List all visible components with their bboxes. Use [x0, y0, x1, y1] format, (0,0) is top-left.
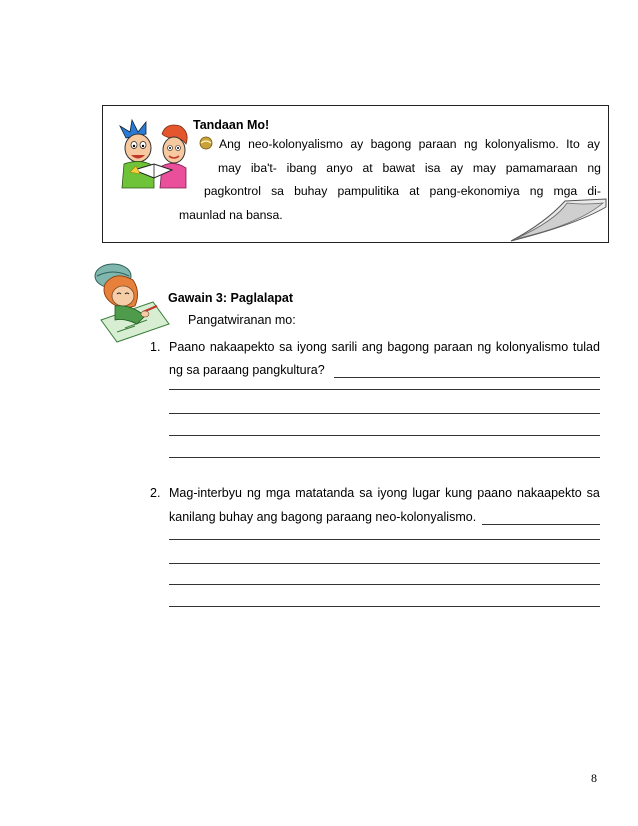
activity-instruction: Pangatwiranan mo: — [188, 313, 296, 327]
note-word: pagkontrol — [204, 184, 261, 198]
answer-blank[interactable] — [169, 457, 600, 458]
note-word: neo-kolonyalismo — [248, 137, 343, 151]
bullet-icon — [199, 136, 213, 150]
answer-blank[interactable] — [169, 606, 600, 607]
question-word: mga — [265, 486, 291, 500]
question-2-number: 2. — [150, 486, 161, 500]
note-word: pampulitika — [337, 184, 400, 198]
note-word: bawat — [382, 161, 416, 175]
question-word: matatanda — [295, 486, 355, 500]
folded-corner-icon — [505, 195, 609, 245]
question-word: lugar — [412, 486, 441, 500]
note-line-2 — [218, 161, 601, 175]
question-word: nakaapekto — [209, 340, 275, 354]
answer-blank[interactable] — [169, 389, 600, 390]
girl-writing-icon — [87, 258, 173, 344]
note-word: paraan — [418, 137, 457, 151]
answer-blank[interactable] — [482, 524, 600, 525]
note-word: may — [218, 161, 242, 175]
page-number: 8 — [591, 771, 597, 785]
answer-blank[interactable] — [169, 563, 600, 564]
note-word: Ang — [219, 137, 241, 151]
note-title: Tandaan Mo! — [193, 118, 270, 132]
note-word: isa — [424, 161, 441, 175]
question-word: ng — [246, 486, 261, 500]
note-word: pamamaraan — [505, 161, 578, 175]
question-2-line-2: kanilang buhay ang bagong paraang neo-kolonyalismo. — [169, 510, 477, 524]
question-1-line-1 — [169, 340, 600, 354]
note-line-3 — [204, 184, 601, 198]
question-word: tulad — [572, 340, 600, 354]
note-word: ay — [587, 137, 600, 151]
note-word: may — [472, 161, 496, 175]
question-word: paano — [477, 486, 513, 500]
note-word: ng — [529, 184, 544, 198]
question-word: iyong — [296, 340, 327, 354]
question-word: bagong — [387, 340, 430, 354]
question-word: Paano — [169, 340, 206, 354]
note-word: at — [409, 184, 420, 198]
note-word: iba't- — [250, 161, 277, 175]
people-reading-icon — [114, 118, 194, 190]
question-2-line-1 — [169, 486, 600, 500]
question-word: sa — [359, 486, 373, 500]
answer-blank[interactable] — [169, 413, 600, 414]
activity-title: Gawain 3: Paglalapat — [168, 291, 294, 305]
question-word: ng — [477, 340, 492, 354]
note-line-4: maunlad na bansa. — [179, 208, 283, 222]
note-word: at — [362, 161, 373, 175]
answer-blank[interactable] — [169, 539, 600, 540]
question-word: kung — [445, 486, 473, 500]
note-word: mga — [553, 184, 578, 198]
note-word: buhay — [294, 184, 328, 198]
note-word: di- — [587, 184, 601, 198]
answer-blank[interactable] — [334, 377, 600, 378]
answer-blank[interactable] — [169, 435, 600, 436]
question-word: paraan — [433, 340, 473, 354]
question-word: Mag-interbyu — [169, 486, 242, 500]
note-word: kolonyalismo. — [484, 137, 559, 151]
note-word: ay — [450, 161, 464, 175]
question-word: iyong — [377, 486, 408, 500]
note-word: sa — [271, 184, 284, 198]
note-word: pang-ekonomiya — [429, 184, 520, 198]
note-word: bagong — [370, 137, 412, 151]
note-word: ay — [350, 137, 364, 151]
note-word: anyo — [326, 161, 353, 175]
note-word: ibang — [286, 161, 317, 175]
question-word: sarili — [331, 340, 358, 354]
note-word: ng — [587, 161, 601, 175]
question-1-line-2: ng sa paraang pangkultura? — [169, 363, 325, 377]
question-1-number: 1. — [150, 340, 161, 354]
note-word: ng — [463, 137, 478, 151]
question-word: kolonyalismo — [495, 340, 569, 354]
question-word: sa — [279, 340, 293, 354]
question-word: ang — [361, 340, 383, 354]
question-word: nakaapekto — [517, 486, 582, 500]
note-line-1 — [219, 137, 600, 151]
question-word: sa — [586, 486, 600, 500]
note-word: Ito — [566, 137, 580, 151]
answer-blank[interactable] — [169, 584, 600, 585]
